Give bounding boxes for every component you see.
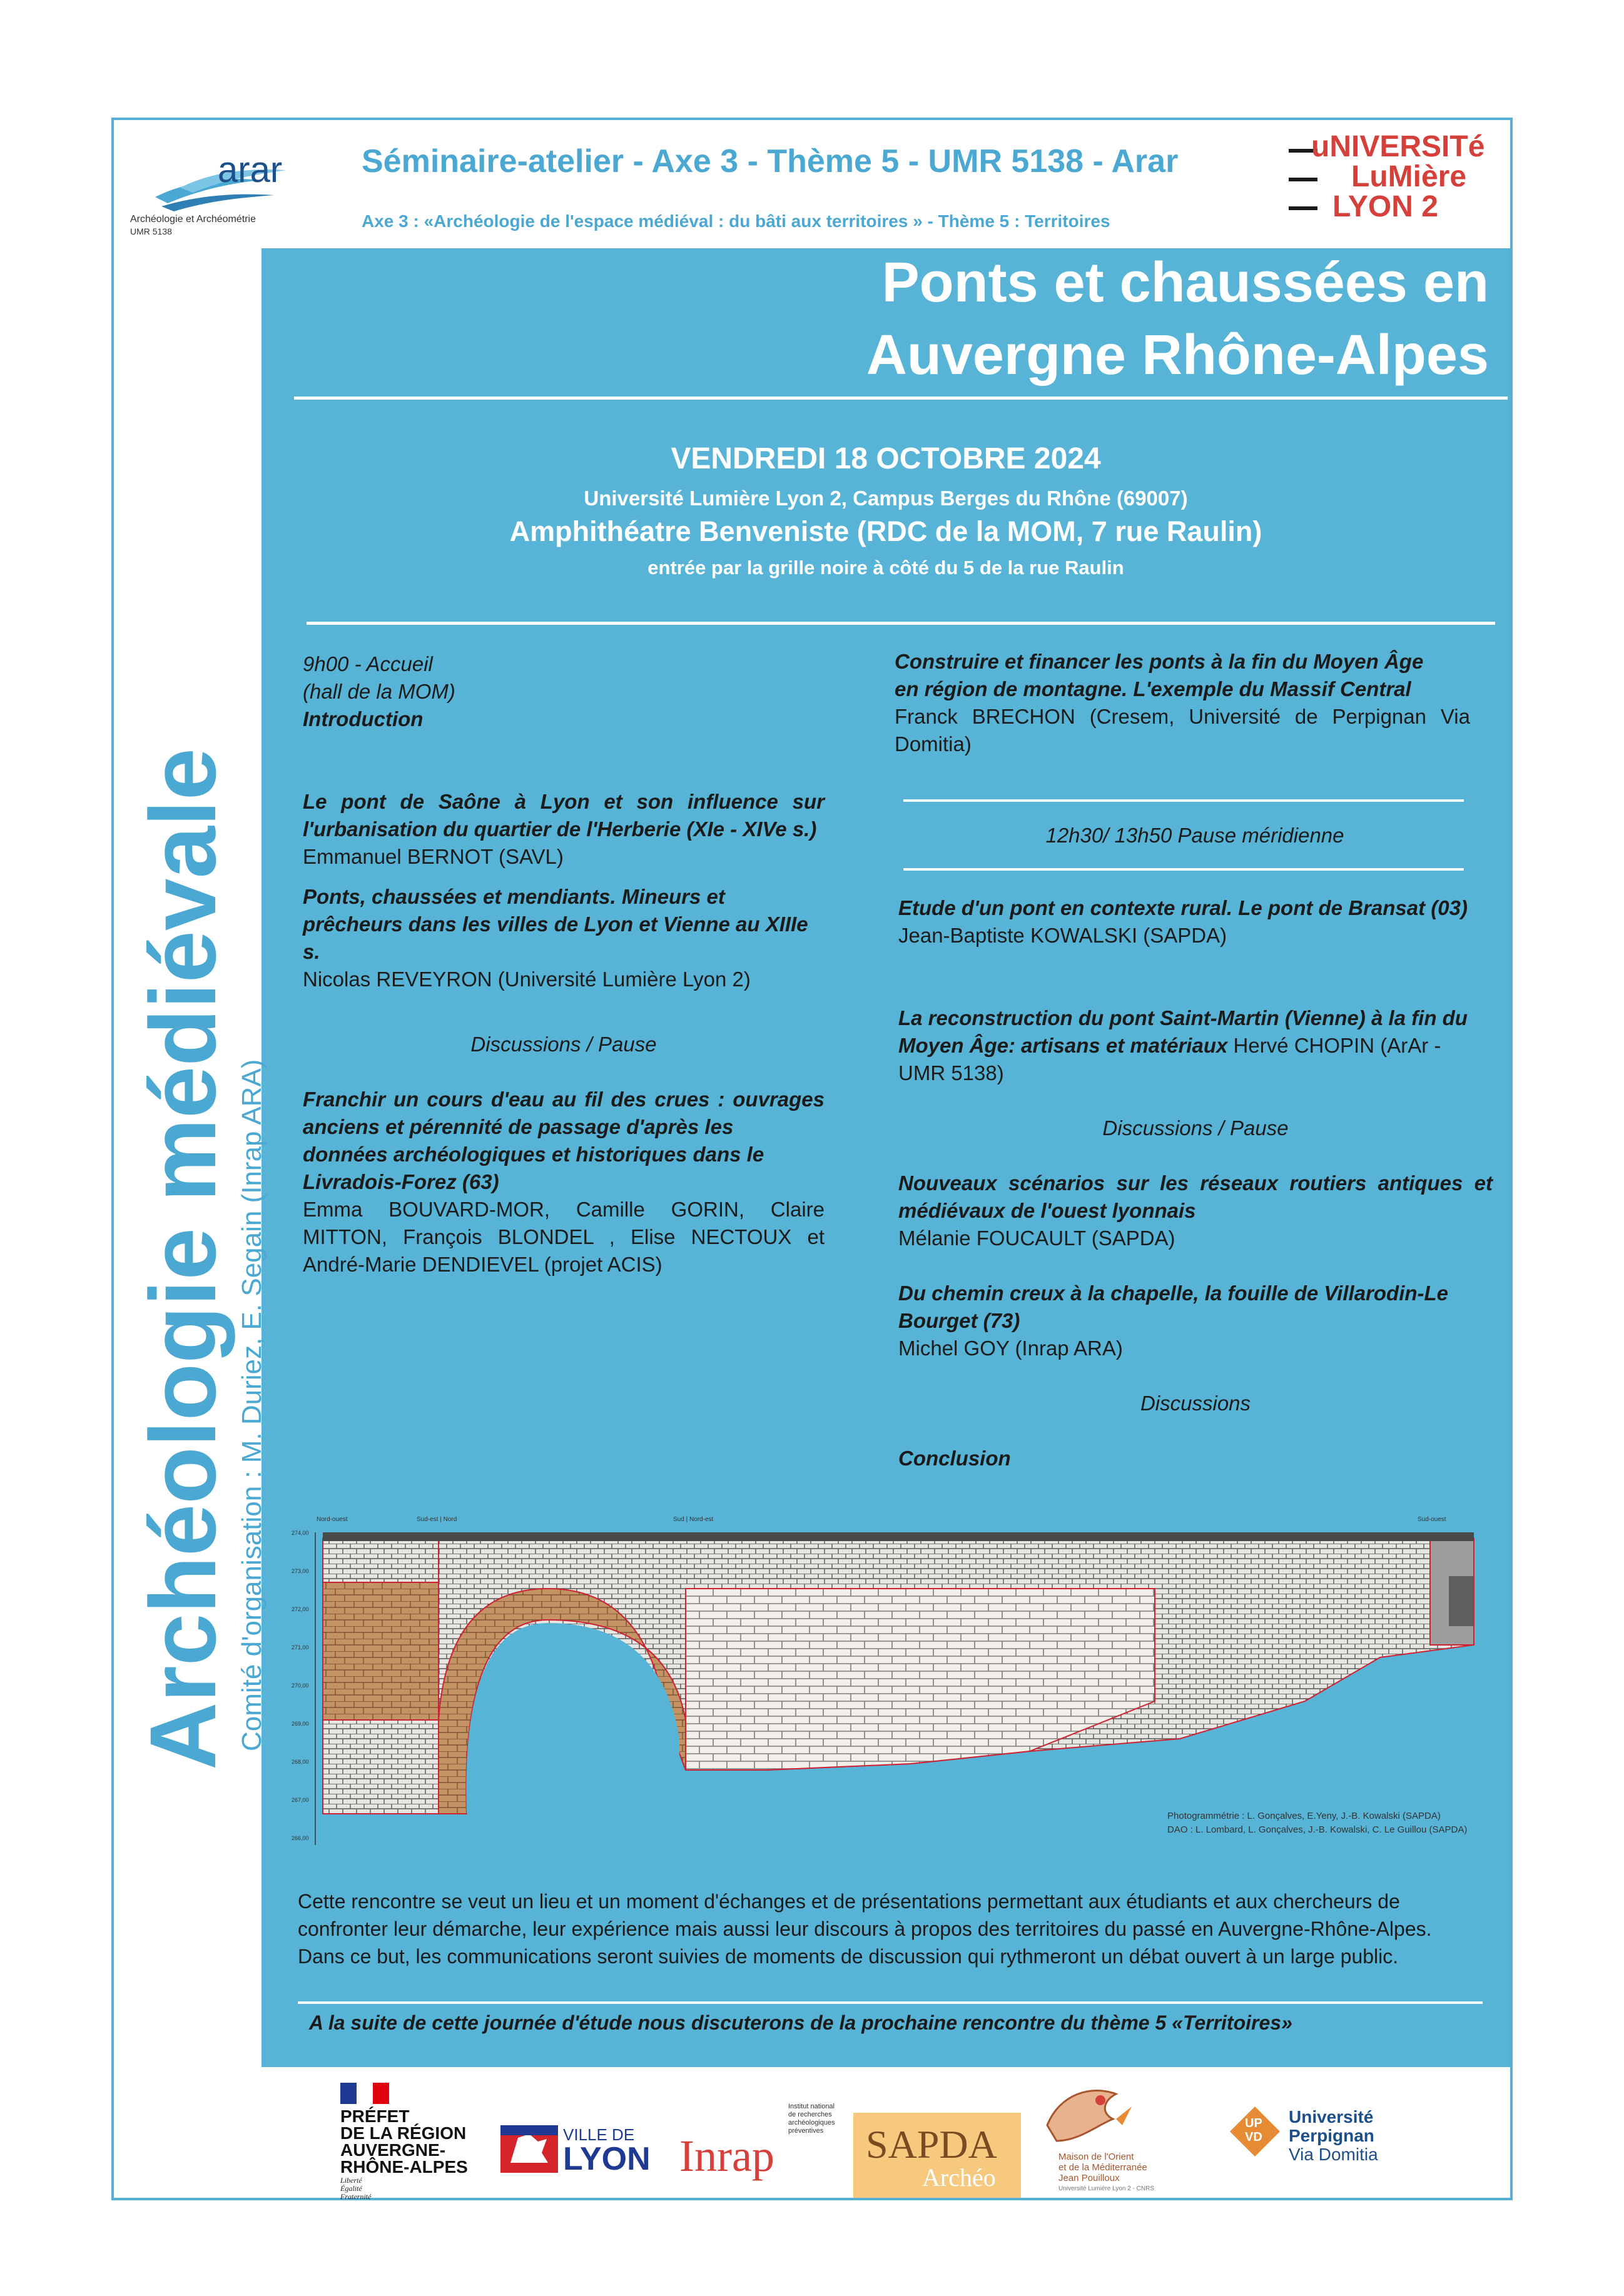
talk-author: Michel GOY (Inrap ARA) [898, 1337, 1123, 1360]
upvd-badge-line: VD [1245, 2130, 1262, 2144]
side-committee: Comité d'organisation : M. Duriez, E. Segain (Inrap ARA) [236, 1059, 267, 1751]
upvd-badge-line: UP [1245, 2116, 1262, 2130]
drawing-label: Sud | Nord-est [673, 1516, 714, 1523]
title-divider [294, 397, 1508, 400]
universite-lyon2-logo [1289, 130, 1501, 239]
logo-line-2: LuMière [1351, 160, 1467, 193]
event-access: entrée par la grille noire à côté du 5 de la rue Raulin [647, 557, 1124, 579]
talk-title: Nouveaux scénarios sur les réseaux routiers antiques et médiévaux de l'ouest lyonnais [898, 1171, 1493, 1222]
lyon-line-1: VILLE DE [563, 2125, 635, 2144]
program-right-afternoon [898, 894, 1493, 1472]
talk-title: La reconstruction du pont Saint-Martin (Vienne) à la fin du Moyen Âge: artisans et matériaux [898, 1006, 1468, 1057]
mom-line: et de la Méditerranée [1058, 2162, 1147, 2173]
drawing-credit-2: DAO : L. Lombard, L. Gonçalves, J.-B. Kowalski, C. Le Guillou (SAPDA) [1167, 1824, 1468, 1835]
event-venue: Université Lumière Lyon 2, Campus Berges du Rhône (69007) [584, 487, 1188, 510]
scale-tick: 267,00 [292, 1797, 309, 1803]
scale-tick: 270,00 [292, 1682, 309, 1689]
lunch-label: 12h30/ 13h50 Pause méridienne [1045, 824, 1344, 847]
talk-title: Ponts, chaussées et mendiants. Mineurs et prêcheurs dans les villes de Lyon et Vienne au XIIIe s. [303, 885, 808, 963]
prefet-line: PRÉFET [340, 2106, 410, 2126]
scale-tick: 273,00 [292, 1568, 309, 1574]
upvd-logo [1230, 2089, 1418, 2189]
footer-paragraph: Cette rencontre se veut un lieu et un moment d'échanges et de présentations permettant aux étudiants et aux chercheurs de confronter leur démarche, leur expérience mais aussi leur discours à propos des territoires du passé en Auvergne-Rhône-Alpes. Dans ce but, les communications seront suivies de moments de discussion qui rythmeront un débat ouvert à un large public. [298, 1890, 1432, 1968]
arar-umr: UMR 5138 [130, 226, 172, 236]
main-title-line-1: Ponts et chaussées en [881, 251, 1489, 314]
prefet-motto: Fraternité [340, 2192, 372, 2201]
lunch-rule-bottom [903, 868, 1464, 871]
talk-author: Emmanuel BERNOT (SAVL) [303, 845, 564, 868]
bridge-elevation-drawing [292, 1514, 1499, 1851]
main-title [626, 246, 1489, 392]
talk-author: Franck BRECHON (Cresem, Université de Perpignan Via Domitia) [895, 705, 1470, 756]
talk-title-cont: données archéologiques et historiques dans le Livradois-Forez (63) [303, 1143, 764, 1193]
scale-tick: 269,00 [292, 1721, 309, 1727]
lyon-lion-icon [500, 2125, 558, 2173]
prefet-line: DE LA RÉGION [340, 2123, 467, 2143]
logo-bar [1289, 178, 1317, 181]
footer-closing: A la suite de cette journée d'étude nous discuterons de la prochaine rencontre du thème 5 «Territoires» [309, 2011, 1292, 2034]
mom-bird-icon [1041, 2081, 1135, 2150]
pause-label: Discussions / Pause [470, 1033, 657, 1056]
inrap-logo [676, 2103, 835, 2190]
talk-title: Le pont de Saône à Lyon et son influence sur l'urbanisation du quartier de l'Herberie (XIe - XIVe s.) [303, 790, 825, 841]
talk-author: Jean-Baptiste KOWALSKI (SAPDA) [898, 924, 1227, 947]
inrap-sub: de recherches [788, 2111, 832, 2118]
arar-subtitle: Archéologie et Archéométrie [130, 214, 256, 225]
talk-author: Nicolas REVEYRON (Université Lumière Lyon 2) [303, 968, 751, 991]
prefet-logo [337, 2083, 499, 2201]
drawing-label: Sud-est | Nord [417, 1516, 457, 1523]
discussions-label: Discussions [1140, 1392, 1251, 1415]
program-left [303, 650, 825, 1278]
side-title: Archéologie médiévale [130, 748, 235, 1770]
mom-line: Jean Pouilloux [1058, 2173, 1120, 2183]
drawing-label: Sud-ouest [1418, 1516, 1446, 1523]
upvd-line: Université [1289, 2107, 1374, 2127]
scale-tick: 271,00 [292, 1644, 309, 1651]
inrap-sub: archéologiques [788, 2119, 835, 2127]
upvd-line: Perpignan [1289, 2126, 1374, 2145]
sapda-logo [853, 2113, 1021, 2198]
arar-wordmark: arar [218, 149, 283, 190]
marianne-flag-icon [340, 2083, 390, 2104]
lunch-break [895, 822, 1495, 849]
prefet-motto: Liberté [340, 2176, 362, 2185]
talk-author: Mélanie FOUCAULT (SAPDA) [898, 1226, 1175, 1250]
scale-tick: 266,00 [292, 1835, 309, 1841]
inrap-sub: préventives [788, 2127, 824, 2135]
sapda-wordmark: SAPDA [866, 2122, 997, 2167]
mom-sub: Université Lumière Lyon 2 - CNRS [1058, 2185, 1155, 2192]
talk-title: Du chemin creux à la chapelle, la fouille de Villarodin-Le Bourget (73) [898, 1282, 1449, 1332]
talk-author: Emma BOUVARD-MOR, Camille GORIN, Claire MITTON, François BLONDEL , Elise NECTOUX et André-Marie DENDIEVEL (projet ACIS) [303, 1198, 825, 1276]
program-divider [307, 622, 1495, 625]
prefet-line: AUVERGNE- [340, 2140, 446, 2160]
logo-line-1: uNIVERSITé [1311, 130, 1485, 163]
prefet-line: RHÔNE-ALPES [340, 2157, 468, 2177]
mom-logo [1041, 2081, 1204, 2200]
welcome-place: (hall de la MOM) [303, 680, 455, 703]
inrap-wordmark: Inrap [679, 2131, 774, 2181]
talk-author: Hervé CHOPIN (ArAr - UMR 5138) [898, 1034, 1441, 1085]
seminar-subtitle: Axe 3 : «Archéologie de l'espace médiéval : du bâti aux territoires » - Thème 5 : Territoires [362, 211, 1110, 231]
drawing-label: Nord-ouest [317, 1516, 348, 1523]
drawing-credit-1: Photogrammétrie : L. Gonçalves, E.Yeny, J.-B. Kowalski (SAPDA) [1167, 1811, 1441, 1821]
logo-bar [1289, 206, 1317, 210]
main-title-line-2: Auvergne Rhône-Alpes [866, 324, 1489, 387]
intro: Introduction [303, 707, 424, 731]
ville-de-lyon-logo [500, 2125, 651, 2182]
scale-axis [292, 1530, 315, 1845]
scale-tick: 274,00 [292, 1530, 309, 1536]
footer-rule [298, 2001, 1483, 2004]
logo-line-3: LYON 2 [1332, 190, 1438, 223]
pause-label: Discussions / Pause [1102, 1116, 1289, 1140]
seminar-title: Séminaire-atelier - Axe 3 - Thème 5 - UMR 5138 - Arar [362, 143, 1179, 180]
inrap-sub: Institut national [788, 2103, 835, 2110]
program-right [895, 648, 1495, 758]
scale-tick: 272,00 [292, 1606, 309, 1612]
lyon-line-2: LYON [563, 2141, 651, 2177]
conclusion: Conclusion [898, 1447, 1011, 1470]
welcome-time: 9h00 - Accueil [303, 652, 433, 675]
scale-tick: 268,00 [292, 1759, 309, 1765]
talk-title: Etude d'un pont en contexte rural. Le pont de Bransat (03) [898, 896, 1468, 919]
upvd-line: Via Domitia [1289, 2145, 1378, 2164]
talk-title: Construire et financer les ponts à la fin du Moyen Âge en région de montagne. L'exemple du Massif Central [895, 650, 1424, 700]
prefet-motto: Égalité [340, 2184, 362, 2193]
sapda-sub: Archéo [922, 2163, 996, 2192]
event-date: VENDREDI 18 OCTOBRE 2024 [671, 442, 1101, 475]
mom-line: Maison de l'Orient [1058, 2152, 1134, 2162]
lunch-rule-top [903, 799, 1464, 802]
talk-title: Franchir un cours d'eau au fil des crues : ouvrages anciens et pérennité de passage d'après les [303, 1088, 825, 1138]
event-room: Amphithéatre Benveniste (RDC de la MOM, 7 rue Raulin) [509, 515, 1262, 547]
